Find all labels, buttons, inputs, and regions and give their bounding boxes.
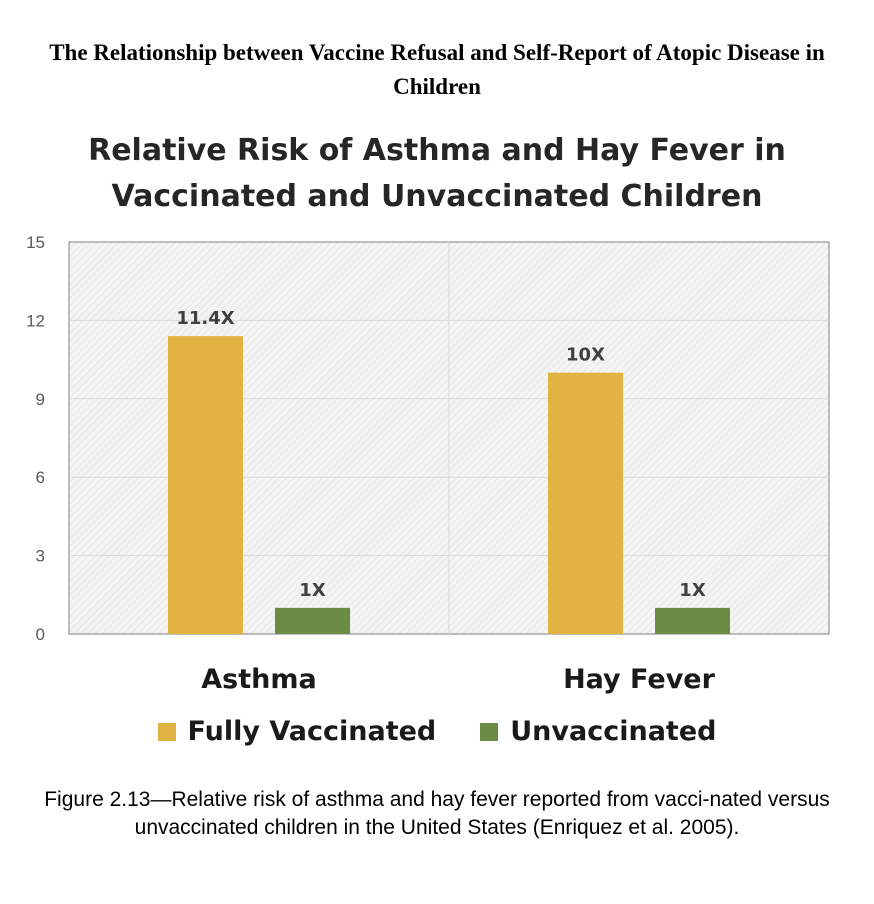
figure-caption: Figure 2.13—Relative risk of asthma and hay fever reported from vacci-nated versus unvaccinated children in the United States (Enriquez et al. 2005).	[44, 788, 830, 839]
legend-item-unvaccinated	[480, 716, 716, 747]
y-tick-label: 9	[35, 389, 45, 409]
y-tick-label: 6	[35, 468, 45, 488]
data-label-hay-fever-fully-vaccinated: 10X	[566, 344, 605, 366]
category-label-hay-fever: Hay Fever	[563, 664, 715, 695]
chart-title: Relative Risk of Asthma and Hay Fever in Vaccinated and Unvaccinated Children	[88, 133, 786, 214]
data-label-hay-fever-unvaccinated: 1X	[679, 579, 706, 601]
bar-asthma-unvaccinated	[275, 608, 350, 634]
chart-legend	[0, 716, 874, 747]
bar-hay-fever-fully-vaccinated	[548, 373, 623, 634]
legend-swatch-unvaccinated	[480, 723, 498, 741]
y-tick-label: 15	[26, 233, 45, 252]
y-tick-label: 0	[35, 625, 45, 644]
legend-label-unvaccinated: Unvaccinated	[510, 716, 717, 747]
data-label-asthma-unvaccinated: 1X	[299, 579, 326, 601]
bar-hay-fever-unvaccinated	[655, 608, 730, 634]
legend-swatch-fully-vaccinated	[158, 723, 176, 741]
legend-item-fully-vaccinated	[158, 716, 437, 747]
y-tick-label: 3	[35, 546, 45, 566]
category-label-asthma: Asthma	[201, 664, 317, 695]
bar-asthma-fully-vaccinated	[168, 336, 243, 634]
page-title: The Relationship between Vaccine Refusal and Self-Report of Atopic Disease in Children	[49, 40, 825, 99]
y-tick-label: 12	[26, 311, 45, 331]
legend-label-fully-vaccinated: Fully Vaccinated	[187, 716, 437, 747]
data-label-asthma-fully-vaccinated: 11.4X	[176, 308, 235, 330]
